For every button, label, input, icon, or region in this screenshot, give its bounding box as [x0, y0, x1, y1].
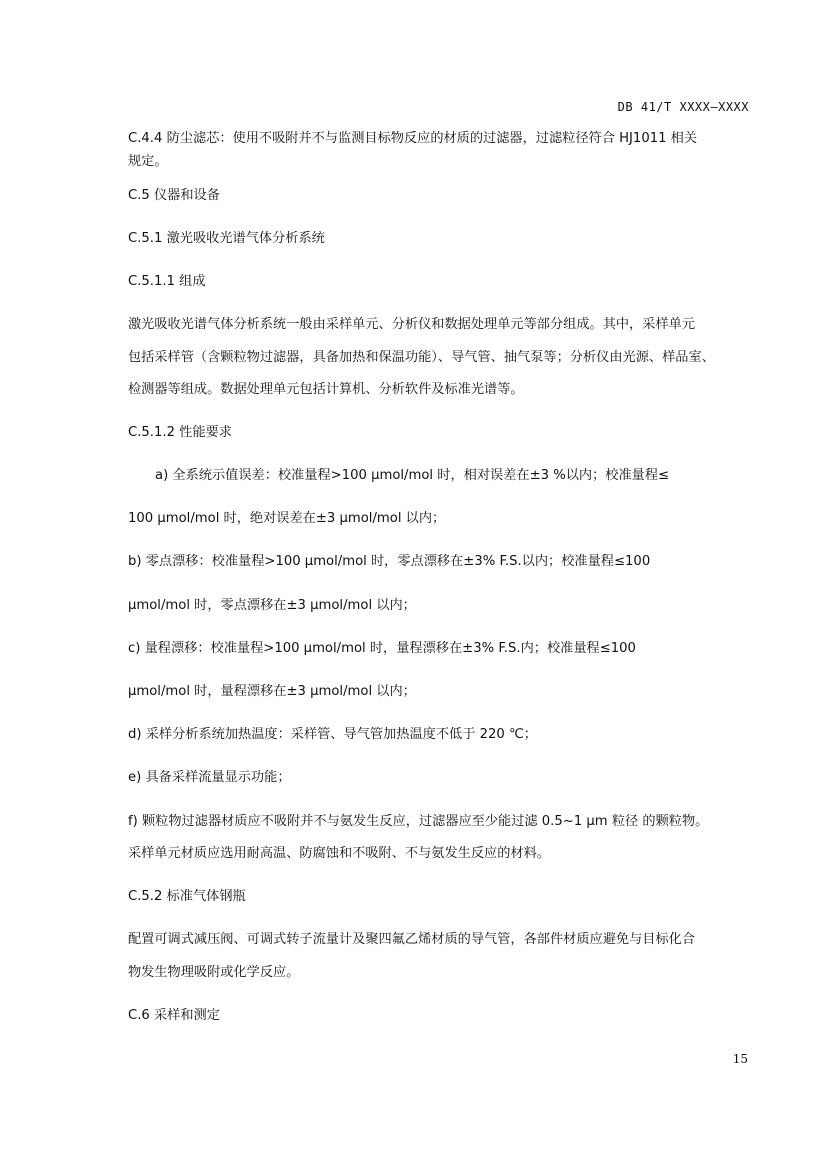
- req-b-line-2: μmol/mol 时，零点漂移在±3 μmol/mol 以内；: [128, 598, 416, 613]
- section-c52-heading: C.5.2 标准气体钢瓶: [128, 889, 246, 904]
- section-c5-heading: C.5 仪器和设备: [128, 188, 220, 203]
- req-c-line-2: μmol/mol 时，量程漂移在±3 μmol/mol 以内；: [128, 684, 416, 699]
- section-c6-heading: C.6 采样和测定: [128, 1008, 220, 1023]
- req-c-line-1: c) 量程漂移：校准量程>100 μmol/mol 时，量程漂移在±3% F.S.内；校准量程≤100: [128, 641, 636, 656]
- req-f-line-2: 采样单元材质应选用耐高温、防腐蚀和不吸附、不与氨发生反应的材料。: [128, 846, 550, 861]
- req-e: e) 具备采样流量显示功能；: [128, 770, 291, 785]
- document-header: DB 41/T XXXX—XXXX: [617, 100, 749, 114]
- composition-para-line-2: 包括采样管（含颗粒物过滤器，具备加热和保温功能）、导气管、抽气泵等；分析仪由光源、样品室、: [128, 350, 715, 365]
- req-f-line-1: f) 颗粒物过滤器材质应不吸附并不与氨发生反应，过滤器应至少能过滤 0.5~1 μm 粒径 的颗粒物。: [128, 814, 709, 829]
- req-d: d) 采样分析系统加热温度：采样管、导气管加热温度不低于 220 ℃；: [128, 727, 537, 742]
- c44-line-1: C.4.4 防尘滤芯：使用不吸附并不与监测目标物反应的材质的过滤器，过滤粒径符合 HJ1011 相关: [128, 131, 698, 146]
- composition-para-line-3: 检测器等组成。数据处理单元包括计算机、分析软件及标准光谱等。: [128, 382, 524, 397]
- page-number: 15: [732, 1052, 748, 1066]
- section-c511-heading: C.5.1.1 组成: [128, 274, 206, 289]
- composition-para-line-1: 激光吸收光谱气体分析系统一般由采样单元、分析仪和数据处理单元等部分组成。其中，采样单元: [128, 317, 696, 332]
- c44-line-2: 规定。: [128, 154, 168, 169]
- req-b-line-1: b) 零点漂移：校准量程>100 μmol/mol 时，零点漂移在±3% F.S.以内；校准量程≤100: [128, 554, 651, 569]
- cylinder-para-line-1: 配置可调式减压阀、可调式转子流量计及聚四氟乙烯材质的导气管，各部件材质应避免与目标化合: [128, 932, 696, 947]
- req-a-line-1: a) 全系统示值误差：校准量程>100 μmol/mol 时，相对误差在±3 %以内；校准量程≤: [155, 468, 670, 483]
- cylinder-para-line-2: 物发生物理吸附或化学反应。: [128, 965, 300, 980]
- req-a-line-2: 100 μmol/mol 时，绝对误差在±3 μmol/mol 以内；: [128, 511, 446, 526]
- section-c512-heading: C.5.1.2 性能要求: [128, 425, 232, 440]
- section-c51-heading: C.5.1 激光吸收光谱气体分析系统: [128, 231, 325, 246]
